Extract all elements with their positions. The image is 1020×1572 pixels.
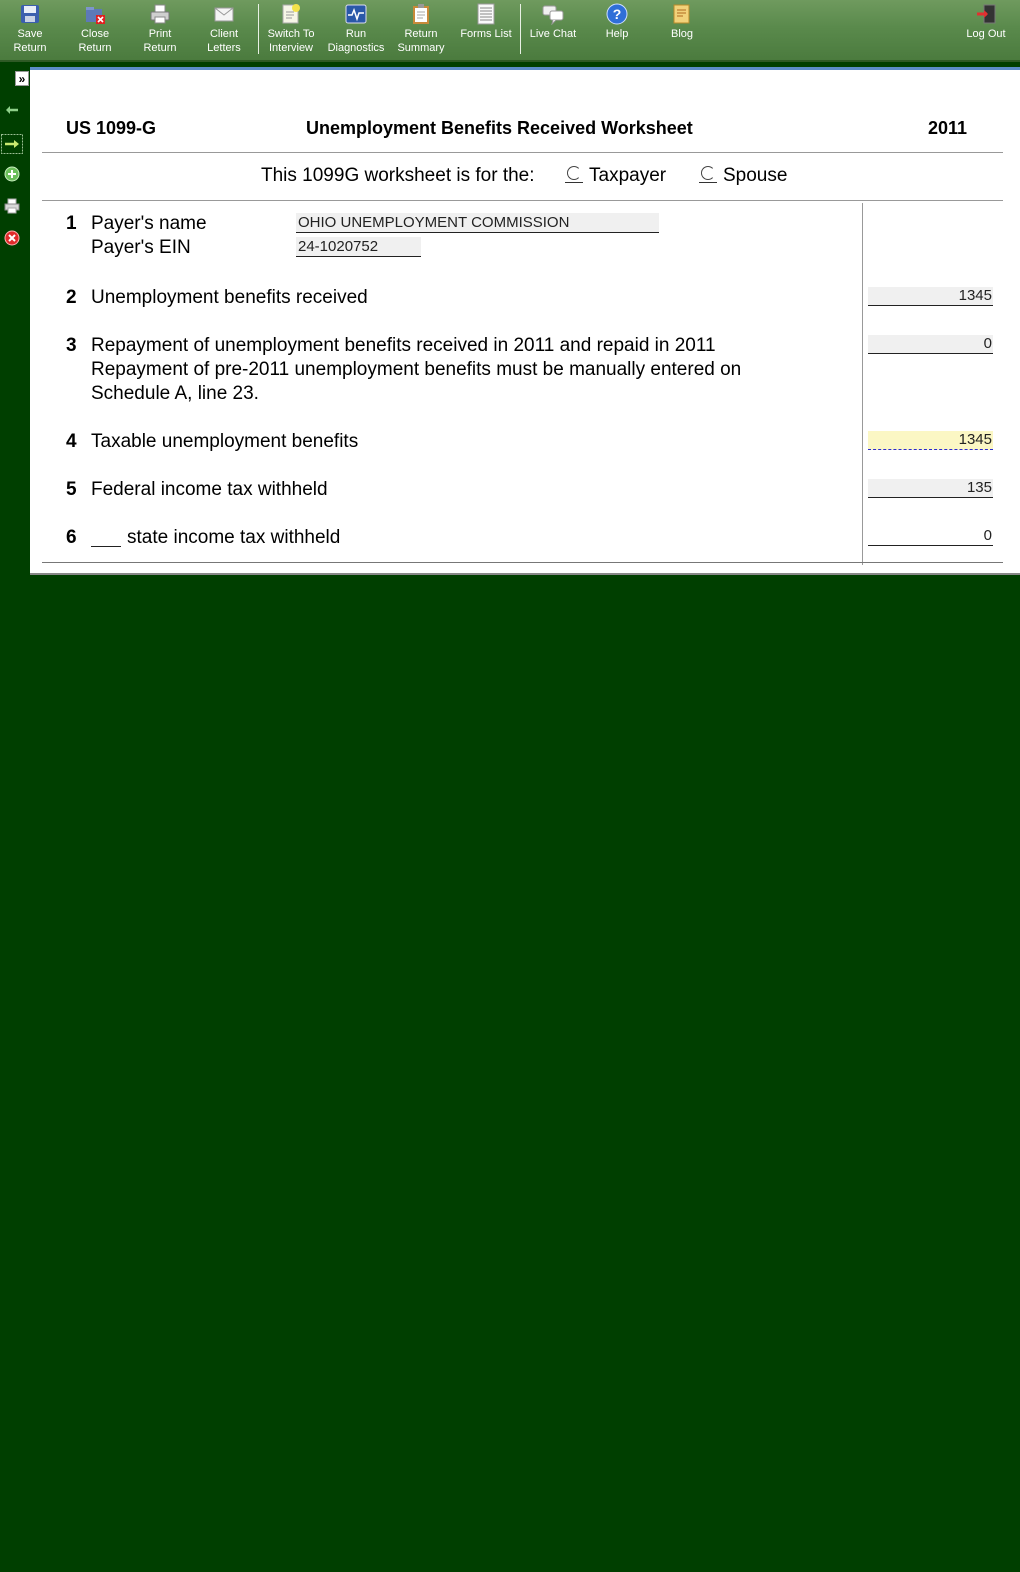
line-4-label: Taxable unemployment benefits: [91, 431, 359, 452]
worksheet-owner-label: This 1099G worksheet is for the:: [261, 165, 535, 186]
header-divider: [42, 152, 1003, 153]
expand-panel-button[interactable]: »: [15, 71, 29, 86]
svg-text:?: ?: [612, 6, 622, 22]
line-6-number: 6: [66, 527, 77, 548]
blog-label: Blog: [670, 28, 694, 40]
client-letters-label-1: Client: [209, 28, 239, 40]
federal-tax-withheld-field[interactable]: 135: [868, 479, 993, 498]
taxpayer-radio-underline: [565, 182, 583, 183]
line-3-note: Repayment of pre-2011 unemployment benefits must be manually entered on: [91, 359, 742, 380]
delete-icon[interactable]: [4, 230, 20, 246]
line-3-number: 3: [66, 335, 77, 356]
payer-name-label: Payer's name: [91, 213, 207, 234]
amount-column-divider: [862, 203, 863, 565]
forward-arrow-icon[interactable]: [1, 134, 23, 154]
close-return-icon: [84, 3, 106, 25]
payer-ein-field[interactable]: 24-1020752: [296, 237, 421, 257]
envelope-icon: [213, 3, 235, 25]
spouse-radio[interactable]: [701, 166, 715, 180]
return-summary-button[interactable]: [396, 3, 446, 57]
print-icon[interactable]: [4, 198, 20, 214]
payer-ein-label: Payer's EIN: [91, 237, 191, 258]
close-return-label-2: Return: [78, 42, 112, 54]
run-diagnostics-label-2: Diagnostics: [327, 42, 385, 54]
main-toolbar: [0, 0, 1020, 62]
payer-name-field[interactable]: OHIO UNEMPLOYMENT COMMISSION: [296, 213, 659, 233]
repayment-field[interactable]: 0: [868, 335, 993, 354]
taxpayer-label: Taxpayer: [589, 165, 667, 186]
switch-to-interview-button[interactable]: [265, 3, 317, 57]
return-summary-label-2: Summary: [397, 42, 445, 54]
printer-icon: [149, 3, 171, 25]
run-diagnostics-button[interactable]: [327, 3, 385, 57]
run-diagnostics-label-1: Run: [345, 28, 367, 40]
forms-list-label: Forms List: [460, 28, 512, 40]
print-return-button[interactable]: [138, 3, 182, 57]
live-chat-button[interactable]: [527, 3, 579, 57]
switch-to-interview-label-1: Switch To: [267, 28, 315, 40]
line-2-label: Unemployment benefits received: [91, 287, 368, 308]
toolbar-separator: [520, 4, 521, 54]
blog-button[interactable]: [660, 3, 704, 57]
taxable-unemployment-benefits-field[interactable]: 1345: [868, 431, 993, 450]
return-summary-label-1: Return: [404, 28, 438, 40]
form-panel: [30, 67, 1020, 575]
back-arrow-icon[interactable]: [4, 102, 20, 118]
switch-to-interview-label-2: Interview: [268, 42, 314, 54]
form-title: Unemployment Benefits Received Worksheet: [306, 118, 693, 138]
help-label: Help: [605, 28, 629, 40]
form-code: US 1099-G: [66, 118, 157, 138]
print-return-label-2: Return: [143, 42, 177, 54]
state-tax-withheld-field[interactable]: 0: [868, 527, 993, 546]
taxpayer-radio[interactable]: [567, 166, 581, 180]
spouse-radio-underline: [699, 182, 717, 183]
line-4-number: 4: [66, 431, 77, 452]
save-icon: [19, 3, 41, 25]
clipboard-icon: [410, 3, 432, 25]
state-code-field[interactable]: [91, 528, 121, 547]
close-return-label-1: Close: [80, 28, 110, 40]
blog-icon: [671, 3, 693, 25]
close-return-button[interactable]: [73, 3, 117, 57]
print-return-label-1: Print: [148, 28, 172, 40]
line-5-label: Federal income tax withheld: [91, 479, 328, 500]
toolbar-separator: [258, 4, 259, 54]
help-icon: [606, 3, 628, 25]
diagnostics-icon: [345, 3, 367, 25]
live-chat-label: Live Chat: [529, 28, 577, 40]
interview-icon: [280, 3, 302, 25]
spouse-label: Spouse: [723, 165, 788, 186]
forms-list-button[interactable]: [457, 3, 515, 57]
line-5-number: 5: [66, 479, 77, 500]
forms-list-icon: [475, 3, 497, 25]
line-2-number: 2: [66, 287, 77, 308]
form-year: 2011: [928, 118, 968, 138]
line-3-label: Repayment of unemployment benefits received in 2011 and repaid in 2011: [91, 335, 716, 356]
save-return-label-1: Save: [17, 28, 43, 40]
save-return-button[interactable]: [8, 3, 52, 57]
client-letters-label-2: Letters: [207, 42, 241, 54]
add-icon[interactable]: [4, 166, 20, 182]
unemployment-benefits-received-field[interactable]: 1345: [868, 287, 993, 306]
help-button[interactable]: [595, 3, 639, 57]
log-out-label: Log Out: [966, 28, 1006, 40]
save-return-label-2: Return: [13, 42, 47, 54]
line-3-note-cont: Schedule A, line 23.: [91, 383, 259, 404]
chat-icon: [542, 3, 564, 25]
logout-icon: [975, 3, 997, 25]
line-6-label: state income tax withheld: [127, 527, 341, 548]
client-letters-button[interactable]: [202, 3, 246, 57]
form-bottom-divider: [42, 562, 1003, 563]
log-out-button[interactable]: [962, 3, 1010, 57]
line-1-number: 1: [66, 213, 77, 234]
section-divider: [42, 200, 1003, 201]
